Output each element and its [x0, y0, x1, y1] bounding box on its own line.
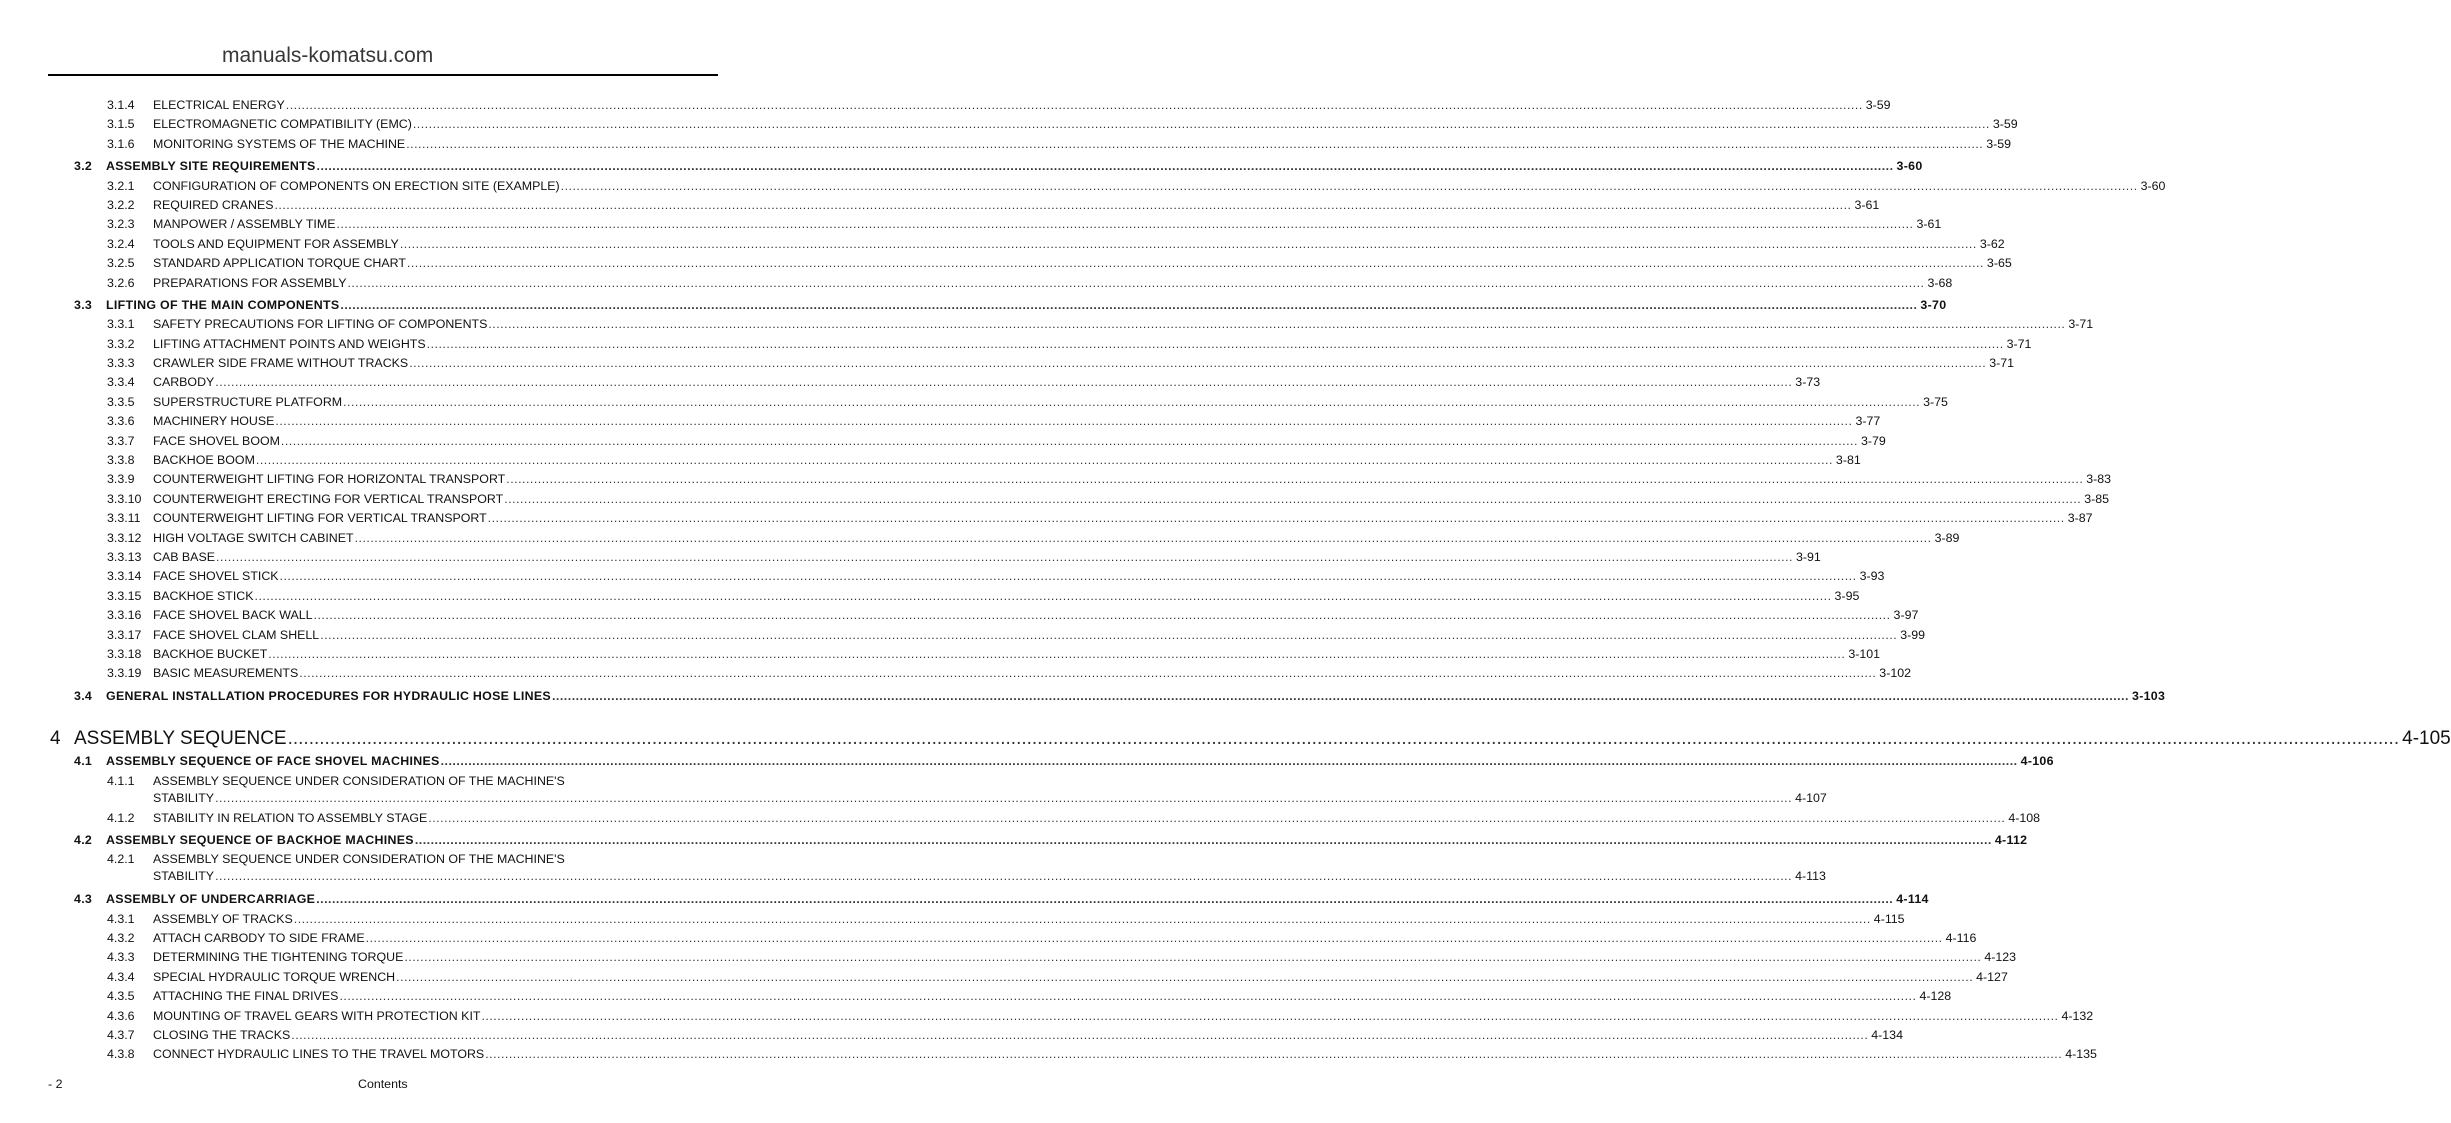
- entry-title: FACE SHOVEL STICK: [153, 569, 279, 584]
- entry-title: MACHINERY HOUSE: [153, 414, 275, 429]
- entry-line: [153, 216, 1942, 232]
- entry-title: ASSEMBLY SITE REQUIREMENTS: [106, 159, 316, 174]
- entry-title: PREPARATIONS FOR ASSEMBLY: [153, 275, 347, 290]
- entry-number: 4.2.1: [107, 852, 135, 867]
- toc-entry-sub[interactable]: [0, 136, 2012, 155]
- entry-title: CRAWLER SIDE FRAME WITHOUT TRACKS: [153, 356, 409, 371]
- entry-line: [153, 394, 1948, 410]
- entry-page: 3-81: [1835, 453, 1861, 468]
- entry-title: STABILITY IN RELATION TO ASSEMBLY STAGE: [153, 810, 428, 825]
- entry-title: DETERMINING THE TIGHTENING TORQUE: [153, 950, 404, 965]
- entry-number: 3.3.10: [107, 491, 142, 506]
- entry-page: 3-70: [1920, 297, 1947, 312]
- entry-line: [153, 136, 2012, 152]
- dot-leader: ................................................................................................................................................................................................................................................................................................................................................................................................................: [347, 275, 1925, 290]
- dot-leader: ................................................................................................................................................................................................................................................................................................................................................................................................................: [487, 511, 2065, 526]
- toc-entry-sec[interactable]: [0, 297, 1947, 316]
- entry-number: 3.4: [74, 688, 93, 703]
- dot-leader: ................................................................................................................................................................................................................................................................................................................................................................................................................: [481, 1008, 2059, 1023]
- toc-entry-sub[interactable]: [0, 97, 1891, 116]
- entry-page: 4-115: [1873, 911, 1905, 926]
- entry-number: 3.2.3: [107, 217, 135, 232]
- entry-title: GENERAL INSTALLATION PROCEDURES FOR HYDRAULIC HOSE LINES: [106, 688, 551, 703]
- toc-entry-sub[interactable]: [0, 568, 1885, 587]
- entry-page: 4-128: [1919, 989, 1952, 1004]
- entry-title: ATTACHING THE FINAL DRIVES: [153, 989, 339, 1004]
- entry-page: 3-77: [1855, 414, 1881, 429]
- entry-title: LIFTING OF THE MAIN COMPONENTS: [106, 297, 340, 312]
- dot-leader: ................................................................................................................................................................................................................................................................................................................................................................................................................: [215, 549, 1793, 564]
- entry-line: [153, 413, 1881, 429]
- entry-page: 3-103: [2132, 688, 2166, 703]
- entry-line: [153, 236, 2005, 252]
- dot-leader: ................................................................................................................................................................................................................................................................................................................................................................................................................: [409, 356, 1987, 371]
- entry-page: 4-112: [1994, 832, 2028, 847]
- entry-title: COUNTERWEIGHT LIFTING FOR VERTICAL TRANSPORT: [153, 511, 487, 526]
- entry-number: 3.3.3: [107, 356, 135, 371]
- entry-line: [153, 275, 1953, 291]
- entry-number: 3.2.2: [107, 197, 135, 212]
- entry-number: 4.3.7: [107, 1028, 135, 1043]
- entry-page: 4-127: [1976, 969, 2008, 984]
- entry-page: 4-108: [2008, 810, 2041, 825]
- dot-leader: ................................................................................................................................................................................................................................................................................................................................................................................................................: [293, 911, 1871, 926]
- entry-number: 3.3.7: [107, 433, 135, 448]
- entry-title: HIGH VOLTAGE SWITCH CABINET: [153, 530, 354, 545]
- entry-title-continued: STABILITY: [153, 869, 215, 884]
- toc-entry-sec[interactable]: [0, 158, 1923, 177]
- toc-entry-sub[interactable]: [0, 316, 2094, 335]
- entry-number: 3.3.13: [107, 549, 142, 564]
- dot-leader: ................................................................................................................................................................................................................................................................................................................................................................................................................: [215, 869, 1793, 884]
- entry-number: 3.2.6: [107, 275, 135, 290]
- toc-entry-sub[interactable]: [0, 236, 2005, 255]
- entry-line: [106, 753, 2054, 769]
- entry-number: 3.2.1: [107, 178, 135, 193]
- entry-title: ASSEMBLY OF TRACKS: [153, 911, 293, 926]
- entry-number: 3.3.9: [107, 472, 135, 487]
- entry-title: FACE SHOVEL BOOM: [153, 433, 280, 448]
- entry-number: 3.3.8: [107, 453, 135, 468]
- entry-page: 3-65: [1986, 256, 2012, 271]
- entry-line: [153, 665, 1911, 681]
- entry-title: LIFTING ATTACHMENT POINTS AND WEIGHTS: [153, 336, 426, 351]
- entry-title: ASSEMBLY OF UNDERCARRIAGE: [106, 892, 316, 907]
- entry-page: 3-60: [2140, 178, 2166, 193]
- entry-title: BACKHOE STICK: [153, 588, 254, 603]
- entry-line: [153, 433, 1886, 449]
- entry-title: ASSEMBLY SEQUENCE UNDER CONSIDERATION OF THE MACHINE'S: [153, 852, 565, 867]
- entry-title: ASSEMBLY SEQUENCE OF FACE SHOVEL MACHINES: [106, 754, 440, 769]
- entry-number: 3.3.15: [107, 588, 142, 603]
- toc-entry-sub[interactable]: [0, 949, 2017, 968]
- entry-title: CLOSING THE TRACKS: [153, 1028, 291, 1043]
- entry-title: CARBODY: [153, 375, 215, 390]
- entry-line: [153, 868, 1826, 884]
- toc-entry-two[interactable]: [0, 851, 1826, 888]
- entry-number: 3.3.4: [107, 375, 135, 390]
- entry-title: SPECIAL HYDRAULIC TORQUE WRENCH: [153, 969, 396, 984]
- dot-leader: ................................................................................................................................................................................................................................................................................................................................................................................................................: [354, 530, 1932, 545]
- entry-number: 4.3: [74, 892, 93, 907]
- entry-page: 3-59: [1986, 136, 2012, 151]
- dot-leader: ................................................................................................................................................................................................................................................................................................................................................................................................................: [299, 666, 1877, 681]
- dot-leader: ................................................................................................................................................................................................................................................................................................................................................................................................................: [313, 608, 1891, 623]
- entry-line: [153, 336, 2032, 352]
- toc-entry-sub[interactable]: [0, 607, 1919, 626]
- entry-number: 4.2: [74, 832, 93, 847]
- watermark: manuals-komatsu.com: [222, 44, 434, 67]
- toc-entry-two[interactable]: [0, 773, 1827, 810]
- entry-number: 4.1: [74, 754, 93, 769]
- footer-page-number: - 2: [48, 1077, 63, 1091]
- entry-title: REQUIRED CRANES: [153, 197, 274, 212]
- toc-entry-sub[interactable]: [0, 969, 2008, 988]
- entry-line: [153, 491, 2110, 507]
- entry-page: 3-83: [2086, 472, 2112, 487]
- entry-title: SUPERSTRUCTURE PLATFORM: [153, 394, 343, 409]
- toc-entry-sub[interactable]: [0, 530, 1960, 549]
- entry-number: 4.1.1: [107, 773, 135, 788]
- entry-number: 3.3.17: [107, 627, 142, 642]
- dot-leader: ................................................................................................................................................................................................................................................................................................................................................................................................................: [485, 1047, 2063, 1062]
- entry-title-continued: STABILITY: [153, 790, 215, 805]
- entry-title: ASSEMBLY SEQUENCE OF BACKHOE MACHINES: [106, 832, 414, 847]
- entry-number: 3.1.5: [107, 117, 135, 132]
- entry-line: [153, 1008, 2094, 1024]
- entry-line: [153, 607, 1919, 623]
- entry-line: [106, 158, 1923, 174]
- toc-entry-sec[interactable]: [0, 891, 1929, 910]
- dot-leader: ................................................................................................................................................................................................................................................................................................................................................................................................................: [399, 236, 1977, 251]
- entry-line: [153, 568, 1885, 584]
- dot-leader: ................................................................................................................................................................................................................................................................................................................................................................................................................: [406, 136, 1984, 151]
- entry-page: 3-61: [1854, 197, 1880, 212]
- toc-entry-sub[interactable]: [0, 1027, 1903, 1046]
- toc-entry-sub[interactable]: [0, 374, 1821, 393]
- dot-leader: ................................................................................................................................................................................................................................................................................................................................................................................................................: [488, 317, 2066, 332]
- dot-leader: ................................................................................................................................................................................................................................................................................................................................................................................................................: [426, 336, 2004, 351]
- toc-entry-sub[interactable]: [0, 588, 1860, 607]
- entry-title: SAFETY PRECAUTIONS FOR LIFTING OF COMPONENTS: [153, 317, 488, 332]
- entry-number: 3.1.6: [107, 136, 135, 151]
- header-rule: [48, 74, 718, 76]
- entry-line: [153, 374, 1821, 390]
- entry-number: 3.3.6: [107, 414, 135, 429]
- entry-line: [153, 930, 1977, 946]
- entry-page: 4-107: [1795, 790, 1827, 805]
- entry-page: 3-71: [2006, 336, 2032, 351]
- entry-title: MONITORING SYSTEMS OF THE MACHINE: [153, 136, 406, 151]
- entry-number: 3.3: [74, 297, 93, 312]
- entry-title: ELECTRICAL ENERGY: [153, 98, 285, 112]
- entry-line: [106, 688, 2166, 704]
- toc-entry-sub[interactable]: [0, 452, 1861, 471]
- toc-entry-sub[interactable]: [0, 1008, 2094, 1027]
- toc-entry-sub[interactable]: [0, 413, 1881, 432]
- dot-leader: ................................................................................................................................................................................................................................................................................................................................................................................................................: [274, 197, 1852, 212]
- entry-number: 4.3.1: [107, 911, 135, 926]
- entry-line: [153, 969, 2008, 985]
- entry-number: 3.2.4: [107, 236, 135, 251]
- entry-page: 3-87: [2067, 511, 2093, 526]
- entry-page: 4-114: [1896, 892, 1929, 907]
- entry-number: 4.1.2: [107, 810, 135, 825]
- dot-leader: ................................................................................................................................................................................................................................................................................................................................................................................................................: [255, 453, 1833, 468]
- entry-number: 3.3.18: [107, 646, 142, 661]
- entry-page: 3-89: [1934, 530, 1960, 545]
- dot-leader: ................................................................................................................................................................................................................................................................................................................................................................................................................: [404, 950, 1982, 965]
- toc-entry-sub[interactable]: [0, 1046, 2097, 1065]
- entry-page: 3-99: [1900, 627, 1926, 642]
- entry-line: [106, 297, 1947, 313]
- entry-page: 3-93: [1859, 569, 1885, 584]
- entry-page: 3-91: [1796, 549, 1821, 564]
- toc-entry-sub[interactable]: [0, 810, 2041, 829]
- toc-entry-sub[interactable]: [0, 116, 2018, 135]
- entry-title: MOUNTING OF TRAVEL GEARS WITH PROTECTION KIT: [153, 1008, 481, 1023]
- entry-line: [74, 728, 2451, 750]
- entry-page: 4-134: [1871, 1028, 1903, 1043]
- entry-page: 3-75: [1923, 394, 1948, 409]
- toc-entry-sub[interactable]: [0, 255, 2012, 274]
- dot-leader: ................................................................................................................................................................................................................................................................................................................................................................................................................: [254, 588, 1832, 603]
- entry-page: 4-113: [1795, 869, 1826, 884]
- toc-entry-sub[interactable]: [0, 627, 1926, 646]
- entry-line: [106, 891, 1929, 907]
- toc-entry-sub[interactable]: [0, 433, 1886, 452]
- dot-leader: ................................................................................................................................................................................................................................................................................................................................................................................................................: [320, 627, 1898, 642]
- entry-title: CONFIGURATION OF COMPONENTS ON ERECTION SITE (EXAMPLE): [153, 178, 560, 193]
- dot-leader: ................................................................................................................................................................................................................................................................................................................................................................................................................: [336, 217, 1914, 232]
- entry-line: [153, 1046, 2097, 1062]
- dot-leader: ................................................................................................................................................................................................................................................................................................................................................................................................................: [506, 472, 2084, 487]
- dot-leader: ................................................................................................................................................................................................................................................................................................................................................................................................................: [215, 375, 1793, 390]
- entry-line: [153, 471, 2112, 487]
- dot-leader: ................................................................................................................................................................................................................................................................................................................................................................................................................: [396, 969, 1974, 984]
- dot-leader: ................................................................................................................................................................................................................................................................................................................................................................................................................: [291, 1028, 1869, 1043]
- entry-title: FACE SHOVEL BACK WALL: [153, 608, 313, 623]
- toc-entry-sub[interactable]: [0, 911, 1905, 930]
- entry-page: 3-71: [1989, 356, 2015, 371]
- entry-number: 4.3.3: [107, 950, 135, 965]
- toc-entry-sub[interactable]: [0, 275, 1953, 294]
- entry-page: 3-59: [1865, 98, 1891, 112]
- entry-number: 4.3.6: [107, 1008, 135, 1023]
- entry-title: ASSEMBLY SEQUENCE UNDER CONSIDERATION OF THE MACHINE'S: [153, 773, 565, 788]
- entry-page: 4-105: [2402, 728, 2451, 750]
- dot-leader: ................................................................................................................................................................................................................................................................................................................................................................................................................: [340, 297, 1918, 312]
- entry-title: ASSEMBLY SEQUENCE: [74, 728, 287, 750]
- entry-number: 3.3.5: [107, 394, 135, 409]
- dot-leader: ................................................................................................................................................................................................................................................................................................................................................................................................................: [339, 989, 1917, 1004]
- toc-entry-sub[interactable]: [0, 216, 1942, 235]
- entry-line: [153, 790, 1827, 806]
- entry-page: 3-73: [1795, 375, 1821, 390]
- dot-leader: ................................................................................................................................................................................................................................................................................................................................................................................................................: [428, 810, 2006, 825]
- entry-title: MANPOWER / ASSEMBLY TIME: [153, 217, 336, 232]
- entry-page: 3-102: [1879, 666, 1911, 681]
- entry-title: BACKHOE BUCKET: [153, 646, 268, 661]
- toc-entry-sec[interactable]: [0, 688, 2166, 707]
- entry-page: 4-123: [1984, 950, 2017, 965]
- dot-leader: ................................................................................................................................................................................................................................................................................................................................................................................................................: [275, 414, 1853, 429]
- entry-number: 4: [50, 728, 61, 750]
- dot-leader: ................................................................................................................................................................................................................................................................................................................................................................................................................: [551, 688, 2129, 703]
- entry-line: [153, 97, 1891, 113]
- entry-line: [153, 627, 1926, 643]
- entry-page: 3-95: [1834, 588, 1860, 603]
- entry-number: 3.3.14: [107, 569, 142, 584]
- toc-entry-sub[interactable]: [0, 988, 1952, 1007]
- toc-entry-sub[interactable]: [0, 197, 1880, 216]
- dot-leader: ................................................................................................................................................................................................................................................................................................................................................................................................................: [280, 433, 1858, 448]
- entry-line: [153, 178, 2166, 194]
- entry-line: [153, 810, 2041, 826]
- entry-line: [153, 911, 1905, 927]
- entry-title: ATTACH CARBODY TO SIDE FRAME: [153, 931, 365, 946]
- dot-leader: ................................................................................................................................................................................................................................................................................................................................................................................................................: [285, 98, 1863, 112]
- toc-entry-sub[interactable]: [0, 336, 2032, 355]
- entry-page: 3-68: [1927, 275, 1953, 290]
- entry-title: TOOLS AND EQUIPMENT FOR ASSEMBLY: [153, 236, 399, 251]
- entry-line: [153, 588, 1860, 604]
- toc-entry-sub[interactable]: [0, 510, 2093, 529]
- dot-leader: ................................................................................................................................................................................................................................................................................................................................................................................................................: [279, 569, 1857, 584]
- entry-number: 3.3.11: [107, 511, 141, 526]
- dot-leader: ................................................................................................................................................................................................................................................................................................................................................................................................................: [268, 646, 1846, 661]
- entry-page: 4-116: [1945, 931, 1977, 946]
- dot-leader: ................................................................................................................................................................................................................................................................................................................................................................................................................: [343, 394, 1921, 409]
- dot-leader: ................................................................................................................................................................................................................................................................................................................................................................................................................: [316, 159, 1894, 174]
- entry-title: COUNTERWEIGHT LIFTING FOR HORIZONTAL TRANSPORT: [153, 472, 506, 487]
- dot-leader: ................................................................................................................................................................................................................................................................................................................................................................................................................: [316, 892, 1894, 907]
- entry-page: 3-59: [1992, 117, 2018, 132]
- toc-entry-sub[interactable]: [0, 491, 2110, 510]
- dot-leader: ................................................................................................................................................................................................................................................................................................................................................................................................................: [406, 256, 1984, 271]
- entry-number: 4.3.4: [107, 969, 135, 984]
- entry-page: 3-101: [1848, 646, 1881, 661]
- entry-number: 4.3.2: [107, 931, 135, 946]
- entry-title: ELECTROMAGNETIC COMPATIBILITY (EMC): [153, 117, 412, 132]
- entry-line: [153, 988, 1952, 1004]
- entry-line: [153, 355, 2015, 371]
- dot-leader: ................................................................................................................................................................................................................................................................................................................................................................................................................: [215, 790, 1793, 805]
- entry-number: 4.3.5: [107, 989, 135, 1004]
- toc-entry-sub[interactable]: [0, 930, 1977, 949]
- dot-leader: ................................................................................................................................................................................................................................................................................................................................................................................................................: [414, 832, 1992, 847]
- entry-page: 3-61: [1916, 217, 1942, 232]
- entry-line: [153, 549, 1821, 565]
- entry-page: 4-132: [2061, 1008, 2094, 1023]
- entry-title: COUNTERWEIGHT ERECTING FOR VERTICAL TRANSPORT: [153, 491, 504, 506]
- entry-number: 3.1.4: [107, 98, 135, 112]
- entry-number: 3.2: [74, 159, 93, 174]
- entry-number: 3.3.19: [107, 666, 142, 681]
- dot-leader: ................................................................................................................................................................................................................................................................................................................................................................................................................: [287, 728, 2400, 750]
- toc-entry-sec[interactable]: [0, 753, 2054, 772]
- dot-leader: ................................................................................................................................................................................................................................................................................................................................................................................................................: [560, 178, 2138, 193]
- entry-page: 3-85: [2084, 491, 2110, 506]
- entry-line: [153, 646, 1881, 662]
- entry-title: CAB BASE: [153, 549, 215, 564]
- entry-page: 3-60: [1896, 159, 1923, 174]
- toc-entry-sub[interactable]: [0, 178, 2166, 197]
- toc-entry-chap[interactable]: [0, 728, 2451, 750]
- entry-title: CONNECT HYDRAULIC LINES TO THE TRAVEL MOTORS: [153, 1047, 485, 1062]
- entry-page: 4-106: [2020, 754, 2054, 769]
- entry-line: [153, 197, 1880, 213]
- entry-line: [153, 530, 1960, 546]
- footer-label: Contents: [358, 1077, 408, 1091]
- entry-line: [153, 316, 2094, 332]
- table-of-contents: [0, 97, 2451, 1066]
- entry-line: [153, 452, 1861, 468]
- entry-page: 3-97: [1893, 608, 1919, 623]
- dot-leader: ................................................................................................................................................................................................................................................................................................................................................................................................................: [504, 491, 2082, 506]
- entry-line: [153, 510, 2093, 526]
- dot-leader: ................................................................................................................................................................................................................................................................................................................................................................................................................: [412, 117, 1990, 132]
- entry-page: 3-62: [1979, 236, 2005, 251]
- entry-number: 4.3.8: [107, 1047, 135, 1062]
- entry-page: 3-79: [1860, 433, 1886, 448]
- toc-entry-sub[interactable]: [0, 394, 1948, 413]
- toc-entry-sub[interactable]: [0, 471, 2112, 490]
- dot-leader: ................................................................................................................................................................................................................................................................................................................................................................................................................: [365, 931, 1943, 946]
- entry-page: 4-135: [2065, 1047, 2097, 1062]
- toc-entry-sub[interactable]: [0, 549, 1821, 568]
- entry-line: [153, 949, 2017, 965]
- entry-number: 3.3.12: [107, 530, 142, 545]
- dot-leader: ................................................................................................................................................................................................................................................................................................................................................................................................................: [440, 754, 2018, 769]
- toc-entry-sub[interactable]: [0, 355, 2015, 374]
- entry-number: 3.3.16: [107, 608, 142, 623]
- entry-line: [153, 116, 2018, 132]
- entry-number: 3.3.2: [107, 336, 135, 351]
- entry-line: [153, 255, 2012, 271]
- toc-entry-sub[interactable]: [0, 665, 1911, 684]
- entry-title: BASIC MEASUREMENTS: [153, 666, 299, 681]
- toc-entry-sub[interactable]: [0, 646, 1881, 665]
- entry-line: [106, 832, 2028, 848]
- entry-number: 3.3.1: [107, 317, 135, 332]
- entry-number: 3.2.5: [107, 256, 135, 271]
- entry-title: FACE SHOVEL CLAM SHELL: [153, 627, 320, 642]
- entry-page: 3-71: [2068, 317, 2094, 332]
- entry-line: [153, 1027, 1903, 1043]
- entry-title: STANDARD APPLICATION TORQUE CHART: [153, 256, 406, 271]
- entry-title: BACKHOE BOOM: [153, 453, 255, 468]
- toc-entry-sec[interactable]: [0, 832, 2028, 851]
